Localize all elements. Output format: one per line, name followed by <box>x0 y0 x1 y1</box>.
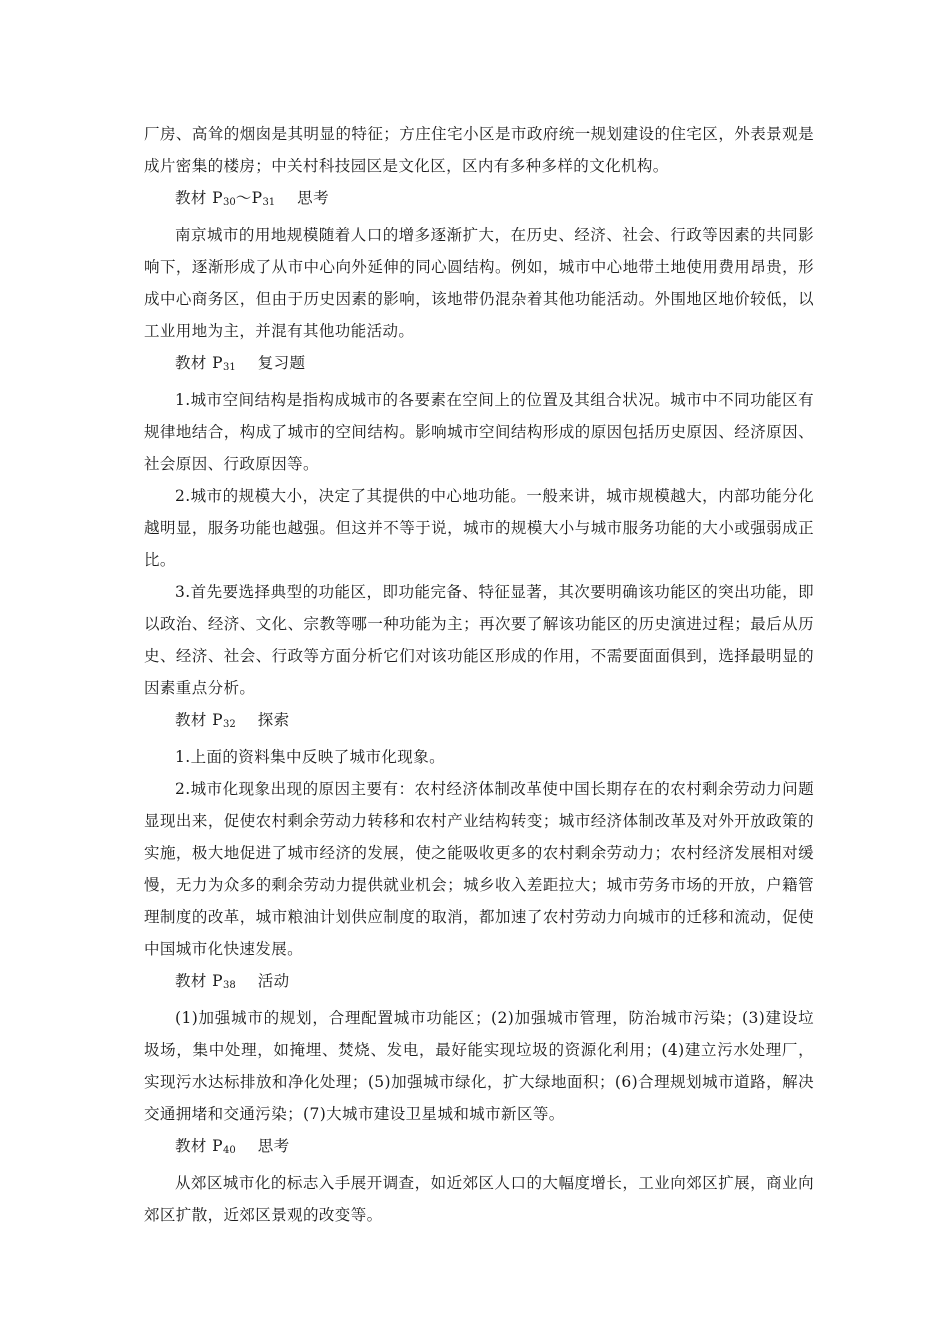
heading-prefix: 教材 P <box>175 972 223 990</box>
paragraph-suburban-urbanization: 从郊区城市化的标志入手展开调查，如近郊区人口的大幅度增长，工业向郊区扩展，商业向郊区扩散，近郊区景观的改变等。 <box>144 1174 814 1224</box>
paragraph-functional-areas-continued: 厂房、高耸的烟囱是其明显的特征；方庄住宅小区是市政府统一规划建设的住宅区，外表景观是成片密集的楼房；中关村科技园区是文化区，区内有多种多样的文化机构。 <box>144 125 814 175</box>
paragraph-explore-1: 1.上面的资料集中反映了城市化现象。 <box>175 748 445 766</box>
heading-range-separator: ～P <box>235 189 263 207</box>
heading-page-subscript: 32 <box>222 719 236 730</box>
heading-title: 思考 <box>297 189 329 207</box>
section-heading-p40-thinking <box>144 1130 814 1167</box>
section-heading-p31-review <box>144 347 814 384</box>
section-heading-p38-activity <box>144 965 814 1002</box>
paragraph-nanjing-structure: 南京城市的用地规模随着人口的增多逐渐扩大，在历史、经济、社会、行政等因素的共同影响下，逐渐形成了从市中心向外延伸的同心圆结构。例如，城市中心地带土地使用费用昂贵，形成中心商务区，但由于历史因素的影响，该地带仍混杂着其他功能活动。外围地区地价较低，以工业用地为主，并混有其他功能活动。 <box>144 226 814 340</box>
paragraph-review-1: 1.城市空间结构是指构成城市的各要素在空间上的位置及其组合状况。城市中不同功能区有规律地结合，构成了城市的空间结构。影响城市空间结构形成的原因包括历史原因、经济原因、社会原因、行政原因等。 <box>144 391 814 473</box>
paragraph-activity: (1)加强城市的规划，合理配置城市功能区；(2)加强城市管理，防治城市污染；(3)建设垃圾场，集中处理，如掩埋、焚烧、发电，最好能实现垃圾的资源化利用；(4)建立污水处理厂，实现污水达标排放和净化处理；(5)加强城市绿化，扩大绿地面积；(6)合理规划城市道路，解决交通拥堵和交通污染；(7)大城市建设卫星城和城市新区等。 <box>144 1009 814 1123</box>
heading-prefix: 教材 P <box>175 711 223 729</box>
heading-page-subscript: 30 <box>222 197 236 208</box>
heading-page-subscript: 31 <box>262 197 276 208</box>
heading-title: 活动 <box>257 972 290 990</box>
paragraph-review-3: 3.首先要选择典型的功能区，即功能完备、特征显著，其次要明确该功能区的突出功能，即以政治、经济、文化、宗教等哪一种功能为主；再次要了解该功能区的历史演进过程；最后从历史、经济、社会、行政等方面分析它们对该功能区形成的作用，不需要面面俱到，选择最明显的因素重点分析。 <box>144 583 814 697</box>
heading-prefix: 教材 P <box>175 189 223 207</box>
heading-prefix: 教材 P <box>175 1137 223 1155</box>
heading-title: 探索 <box>257 711 290 729</box>
document-page <box>144 118 814 1231</box>
heading-title: 思考 <box>257 1137 290 1155</box>
heading-page-subscript: 40 <box>222 1145 236 1156</box>
section-heading-p32-explore <box>144 704 814 741</box>
heading-title: 复习题 <box>257 354 306 372</box>
heading-page-subscript: 31 <box>222 362 236 373</box>
paragraph-review-2: 2.城市的规模大小，决定了其提供的中心地功能。一般来讲，城市规模越大，内部功能分化越明显，服务功能也越强。但这并不等于说，城市的规模大小与城市服务功能的大小或强弱成正比。 <box>144 487 814 569</box>
paragraph-explore-2: 2.城市化现象出现的原因主要有：农村经济体制改革使中国长期存在的农村剩余劳动力问题显现出来，促使农村剩余劳动力转移和农村产业结构转变；城市经济体制改革及对外开放政策的实施，极大地促进了城市经济的发展，使之能吸收更多的农村剩余劳动力；农村经济发展相对缓慢，无力为众多的剩余劳动力提供就业机会；城乡收入差距拉大；城市劳务市场的开放，户籍管理制度的改革，城市粮油计划供应制度的取消，都加速了农村劳动力向城市的迁移和流动，促使中国城市化快速发展。 <box>144 780 814 958</box>
heading-prefix: 教材 P <box>175 354 223 372</box>
section-heading-p30-p31-thinking <box>144 182 814 219</box>
heading-page-subscript: 38 <box>222 980 236 991</box>
